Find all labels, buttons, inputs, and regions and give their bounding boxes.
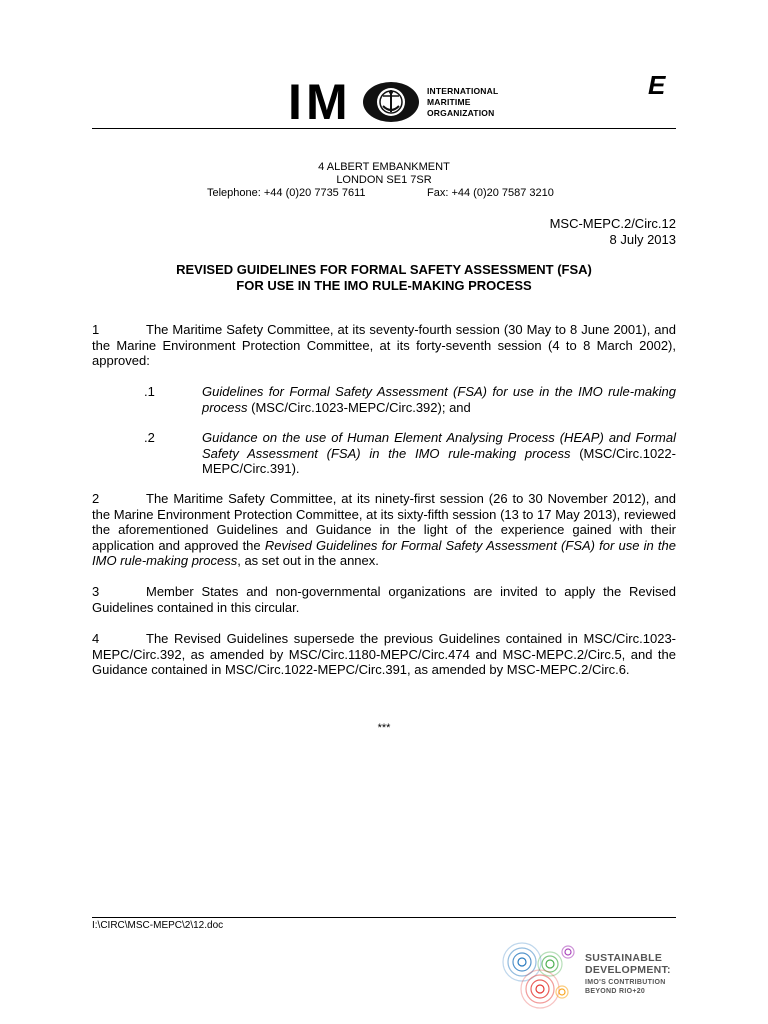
list-item-italic-title: Guidance on the use of Human Element Analysing Process (HEAP) and Formal Safety Assessment (FSA) in the IMO rule-making process bbox=[202, 430, 676, 461]
sd-line-2: DEVELOPMENT: bbox=[585, 964, 671, 976]
sd-line-4: BEYOND RIO+20 bbox=[585, 988, 646, 995]
list-item-1 bbox=[144, 384, 676, 415]
sustainable-development-text bbox=[585, 952, 671, 996]
sd-line-1: SUSTAINABLE bbox=[585, 952, 663, 964]
paragraph-text-end: , as set out in the annex. bbox=[237, 553, 379, 568]
paragraph-1 bbox=[92, 322, 676, 369]
paragraph-number: 2 bbox=[92, 491, 100, 506]
document-date: 8 July 2013 bbox=[609, 232, 676, 247]
section-separator: *** bbox=[377, 722, 391, 734]
paragraph-text: The Maritime Safety Committee, at its ninety-first session (26 to 30 November 2012), and the Marine Environment Protection Committee, at its sixty-fifth session (13 to 17 May 2013), reviewed the aforementioned Guidelines and Guidance in the light of the experience gained with their application and approved the bbox=[92, 491, 676, 553]
paragraph-text: The Revised Guidelines supersede the previous Guidelines contained in MSC/Circ.1023-MEPC/Circ.392, as amended by MSC/Circ.1180-MEPC/Circ.474 and MSC-MEPC.2/Circ.5, and the Guidance contained in MSC/Circ.1022-MEPC/Circ.391, as amended by MSC-MEPC.2/Circ.6. bbox=[92, 631, 676, 677]
document-symbol: MSC-MEPC.2/Circ.12 bbox=[549, 216, 676, 231]
org-name-line-1: INTERNATIONAL bbox=[427, 86, 499, 96]
list-item-number: .2 bbox=[144, 430, 155, 445]
file-path: I:\CIRC\MSC-MEPC\2\12.doc bbox=[92, 920, 224, 931]
org-name-line-2: MARITIME bbox=[427, 97, 471, 107]
imo-logo-letter-m: M bbox=[306, 74, 346, 130]
paragraph-text: Member States and non-governmental organizations are invited to apply the Revised Guidelines contained in this circular. bbox=[92, 584, 676, 615]
paragraph-number: 4 bbox=[92, 631, 100, 646]
paragraph-2 bbox=[92, 491, 676, 569]
paragraph-3 bbox=[92, 584, 676, 615]
paragraph-number: 3 bbox=[92, 584, 100, 599]
list-item-italic-title: Guidelines for Formal Safety Assessment (FSA) for use in the IMO rule-making process bbox=[202, 384, 676, 415]
address-line-2: LONDON SE1 7SR bbox=[336, 174, 432, 186]
paragraph-4 bbox=[92, 631, 676, 678]
title-line-2: FOR USE IN THE IMO RULE-MAKING PROCESS bbox=[236, 278, 532, 293]
footer-divider bbox=[92, 917, 676, 918]
document-title bbox=[92, 262, 676, 294]
organization-name bbox=[427, 86, 498, 119]
telephone: Telephone: +44 (0)20 7735 7611 bbox=[207, 187, 366, 199]
paragraph-number: 1 bbox=[92, 322, 100, 337]
fax: Fax: +44 (0)20 7587 3210 bbox=[427, 187, 554, 199]
paragraph-italic-title: Revised Guidelines for Formal Safety Assessment (FSA) for use in the IMO rule-making process bbox=[92, 537, 676, 568]
title-line-1: REVISED GUIDELINES FOR FORMAL SAFETY ASSESSMENT (FSA) bbox=[176, 262, 592, 277]
language-mark: E bbox=[648, 70, 666, 100]
list-item-number: .1 bbox=[144, 384, 155, 399]
paragraph-text: The Maritime Safety Committee, at its seventy-fourth session (30 May to 8 June 2001), and the Marine Environment Protection Committee, at its forty-seventh session (4 to 8 March 2002), approved: bbox=[92, 322, 676, 368]
list-item-2 bbox=[144, 430, 676, 477]
list-item-reference: (MSC/Circ.1022-MEPC/Circ.391). bbox=[202, 445, 676, 476]
org-name-line-3: ORGANIZATION bbox=[427, 108, 495, 118]
imo-logo-letter-i: I bbox=[288, 74, 300, 130]
list-item-reference: (MSC/Circ.1023-MEPC/Circ.392); and bbox=[247, 399, 471, 415]
address-line-1: 4 ALBERT EMBANKMENT bbox=[318, 161, 450, 173]
sustainable-development-logo-icon bbox=[500, 934, 580, 1014]
header-divider bbox=[92, 128, 676, 129]
sd-line-3: IMO'S CONTRIBUTION bbox=[585, 979, 666, 986]
